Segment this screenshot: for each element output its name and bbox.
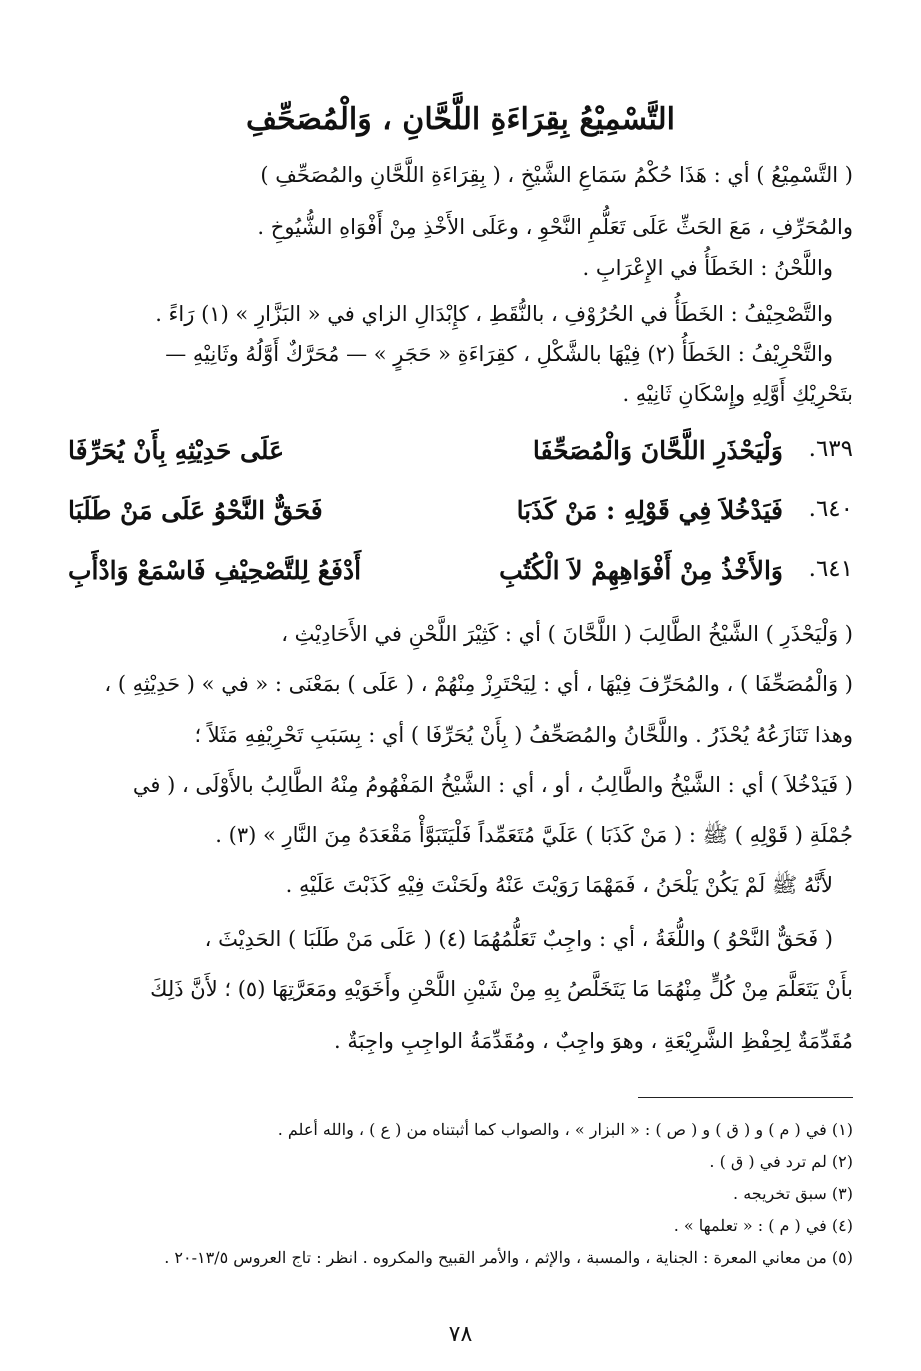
verse-640 (68, 496, 853, 540)
verse-641 (68, 556, 853, 600)
definition-tahrif-cont: بتَحْرِيْكِ أَوَّلِهِ وإِسْكَانِ ثَانِيْهِ . (622, 382, 853, 406)
verse-639 (68, 436, 853, 480)
verse-first-hemistich: وَالأَخْذُ مِنْ أَفْوَاهِهِمْ لاَ الْكُتُبِ (499, 556, 783, 585)
intro-line-2: والمُحَرِّفِ ، مَعَ الحَثِّ عَلَى تَعَلُّمِ النَّحْوِ ، وعَلَى الأَخْذِ مِنْ أَفْوَاهِ الشُّيُوخِ . (257, 215, 853, 239)
intro-line-1: ( التَّسْمِيْعُ ) أي : هَذَا حُكْمُ سَمَاعِ الشَّيْخِ ، ( بِقِرَاءَةِ اللَّحَّانِ والمُصَحِّفِ ) (260, 163, 853, 187)
definition-tahrif: والتَّحْرِيْفُ : الخَطَأُ (٢) فِيْهَا بالشَّكْلِ ، كقِرَاءَةِ « حَجَرٍ » — مُحَرَّكٌ أَوَّلُهُ وثَانِيْهِ — (165, 342, 833, 366)
commentary-line-5: جُمْلَةِ ( قَوْلِهِ ) ﷺ : ( مَنْ كَذَبَا ) عَلَيَّ مُتَعَمِّداً فَلْيَتَبَوَّأْ مَقْعَدَهُ مِنَ النَّارِ » (٣) . (215, 823, 853, 847)
verse-number: ٦٣٩. (808, 436, 853, 462)
footnote-2: (٢) لم ترد في ( ق ) . (709, 1152, 853, 1171)
chapter-title: التَّسْمِيْعُ بِقِرَاءَةِ اللَّحَّانِ ، وَالْمُصَحِّفِ (245, 102, 676, 137)
verse-first-hemistich: وَلْيَحْذَرِ اللَّحَّانَ وَالْمُصَحِّفَا (532, 436, 783, 465)
verse-second-hemistich: فَحَقٌّ النَّحْوُ عَلَى مَنْ طَلَبَا (68, 496, 323, 525)
commentary-line-9: مُقَدِّمَةٌ لِحِفْظِ الشَّرِيْعَةِ ، وهوَ واجِبٌ ، ومُقَدِّمَةُ الواجِبِ واجِبَةٌ . (334, 1029, 853, 1053)
commentary-line-6: لأَنَّهُ ﷺ لَمْ يَكُنْ يَلْحَنُ ، فَمَهْمَا رَوَيْتَ عَنْهُ ولَحَنْتَ فِيْهِ كَذَبْتَ عَلَيْهِ . (285, 873, 833, 897)
footnote-3: (٣) سبق تخريجه . (733, 1184, 853, 1203)
verse-second-hemistich: أَدْفَعُ لِلتَّصْحِيْفِ فَاسْمَعْ وَادْأَبِ (68, 556, 362, 585)
commentary-line-1: ( وَلْيَحْذَرِ ) الشَّيْخُ الطَّالِبَ ( اللَّحَّانَ ) أي : كَثِيْرَ اللَّحْنِ في الأَحَادِيْثِ ، (281, 622, 853, 646)
footnote-divider (638, 1097, 853, 1098)
commentary-line-2: ( وَالْمُصَحِّفَا ) ، والمُحَرِّفَ فِيْهَا ، أي : لِيَحْتَرِزْ مِنْهُمْ ، ( عَلَى ) بمَعْنَى : « في » ( حَدِيْثِهِ ) ، (104, 672, 853, 696)
verse-second-hemistich: عَلَى حَدِيْثِهِ بِأَنْ يُحَرِّفَا (68, 436, 285, 465)
verse-first-hemistich: فَيَدْخُلاَ فِي قَوْلِهِ : مَنْ كَذَبَا (516, 496, 783, 525)
commentary-line-8: بأَنْ يَتَعَلَّمَ مِنْ كُلٍّ مِنْهُمَا مَا يَتَخَلَّصُ بِهِ مِنْ شَيْنِ اللَّحْنِ وأَخَوَيْهِ ومَعَرَّتِهَا (٥) ؛ لأَنَّ ذَلِكَ (150, 977, 853, 1001)
page-number: ٧٨ (448, 1322, 473, 1347)
definition-tashif: والتَّصْحِيْفُ : الخَطَأُ في الحُرُوْفِ ، بالنُّقَطِ ، كإِبْدَالِ الزاي في « البَزَّارِ » (١) رَاءً . (155, 302, 833, 326)
commentary-line-4: ( فَيَدْخُلاَ ) أي : الشَّيْخُ والطَّالِبُ ، أو ، أي : الشَّيْخُ المَفْهُومُ مِنْهُ الطَّالِبُ بالأَوْلَى ، ( في (132, 773, 853, 797)
definition-lahn: واللَّحْنُ : الخَطَأُ في الإِعْرَابِ . (582, 256, 833, 280)
footnote-1: (١) في ( م ) و ( ق ) و ( ص ) : « البزار » ، والصواب كما أثبتناه من ( ع ) ، والله أعلم . (277, 1120, 853, 1139)
verse-number: ٦٤١. (808, 556, 853, 582)
footnote-5: (٥) من معاني المعرة : الجناية ، والمسبة ، والإثم ، والأمر القبيح والمكروه . انظر : تاج العروس ١٣/٥-٢٠ . (164, 1248, 853, 1267)
footnote-4: (٤) في ( م ) : « تعلمها » . (673, 1216, 853, 1235)
commentary-line-7: ( فَحَقٌّ النَّحْوُ ) واللُّغَةُ ، أي : واجِبٌ تَعَلُّمُهُمَا (٤) ( عَلَى مَنْ طَلَبَا ) الحَدِيْثَ ، (204, 927, 833, 951)
commentary-line-3: وهذا تَنَازَعُهُ يُحْذَرُ . واللَّحَّانُ والمُصَحِّفُ ( بِأَنْ يُحَرِّفَا ) أي : بِسَبَبِ تَحْرِيْفِهِ مَثَلاً ؛ (194, 723, 853, 747)
verse-number: ٦٤٠. (808, 496, 853, 522)
